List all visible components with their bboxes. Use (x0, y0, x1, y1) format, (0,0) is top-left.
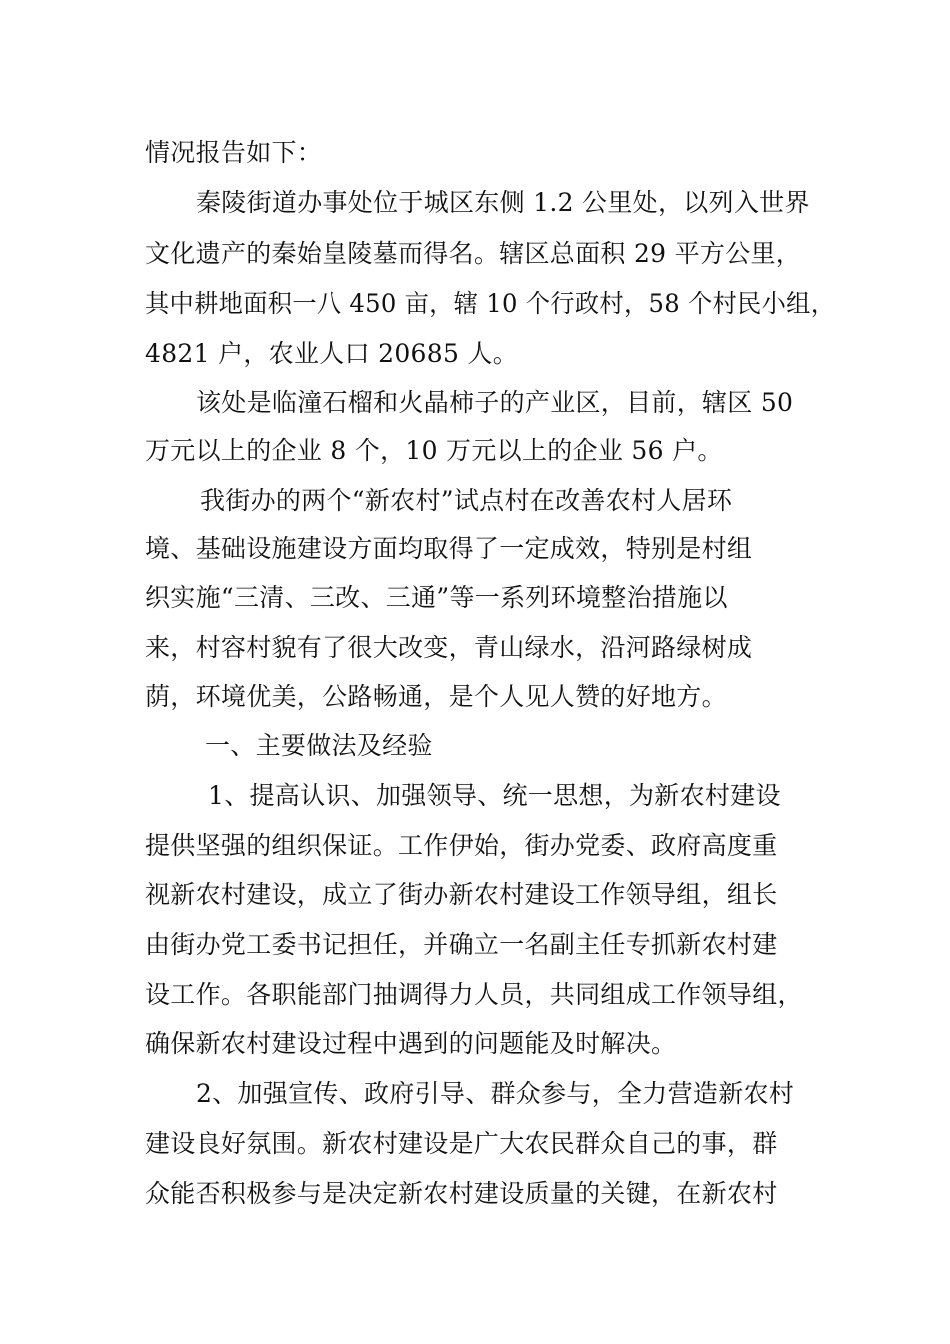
text-line: 万元以上的企业 8 个，10 万元以上的企业 56 户。 (145, 436, 723, 465)
text-line: 秦陵街道办事处位于城区东侧 1.2 公里处，以列入世界 (196, 188, 810, 217)
text-line: 建设良好氛围。新农村建设是广大农民群众自己的事，群 (145, 1129, 778, 1158)
text-line: 其中耕地面积一八 450 亩，辖 10 个行政村，58 个村民小组， (145, 289, 836, 318)
text-line: 境、基础设施建设方面均取得了一定成效，特别是村组 (145, 534, 753, 563)
text-line: 提供坚强的组织保证。工作伊始，街办党委、政府高度重 (145, 831, 778, 860)
text-line: 情况报告如下： (145, 138, 323, 167)
text-line: 设工作。各职能部门抽调得力人员，共同组成工作领导组， (145, 980, 803, 1009)
text-line: 该处是临潼石榴和火晶柿子的产业区，目前，辖区 50 (196, 388, 794, 417)
text-line: 由街办党工委书记担任，并确立一名副主任专抓新农村建 (145, 930, 778, 959)
text-line: 众能否积极参与是决定新农村建设质量的关键，在新农村 (145, 1179, 778, 1208)
text-line: 荫，环境优美，公路畅通，是个人见人赞的好地方。 (145, 682, 727, 711)
text-line: 1、提高认识、加强领导、统一思想，为新农村建设 (208, 781, 781, 810)
text-line: 织实施“三清、三改、三通”等一系列环境整治措施以 (145, 583, 728, 612)
text-line: 确保新农村建设过程中遇到的问题能及时解决。 (145, 1029, 677, 1058)
text-line: 文化遗产的秦始皇陵墓而得名。辖区总面积 29 平方公里， (145, 239, 802, 268)
text-line: 来，村容村貌有了很大改变，青山绿水，沿河路绿树成 (145, 633, 753, 662)
text-line: 2、加强宣传、政府引导、群众参与，全力营造新农村 (196, 1079, 795, 1108)
text-line: 视新农村建设，成立了街办新农村建设工作领导组，组长 (145, 880, 778, 909)
section-heading: 一、主要做法及经验 (205, 731, 433, 760)
text-line: 我街办的两个“新农村”试点村在改善农村人居环 (200, 486, 733, 515)
text-line: 4821 户，农业人口 20685 人。 (145, 339, 518, 368)
